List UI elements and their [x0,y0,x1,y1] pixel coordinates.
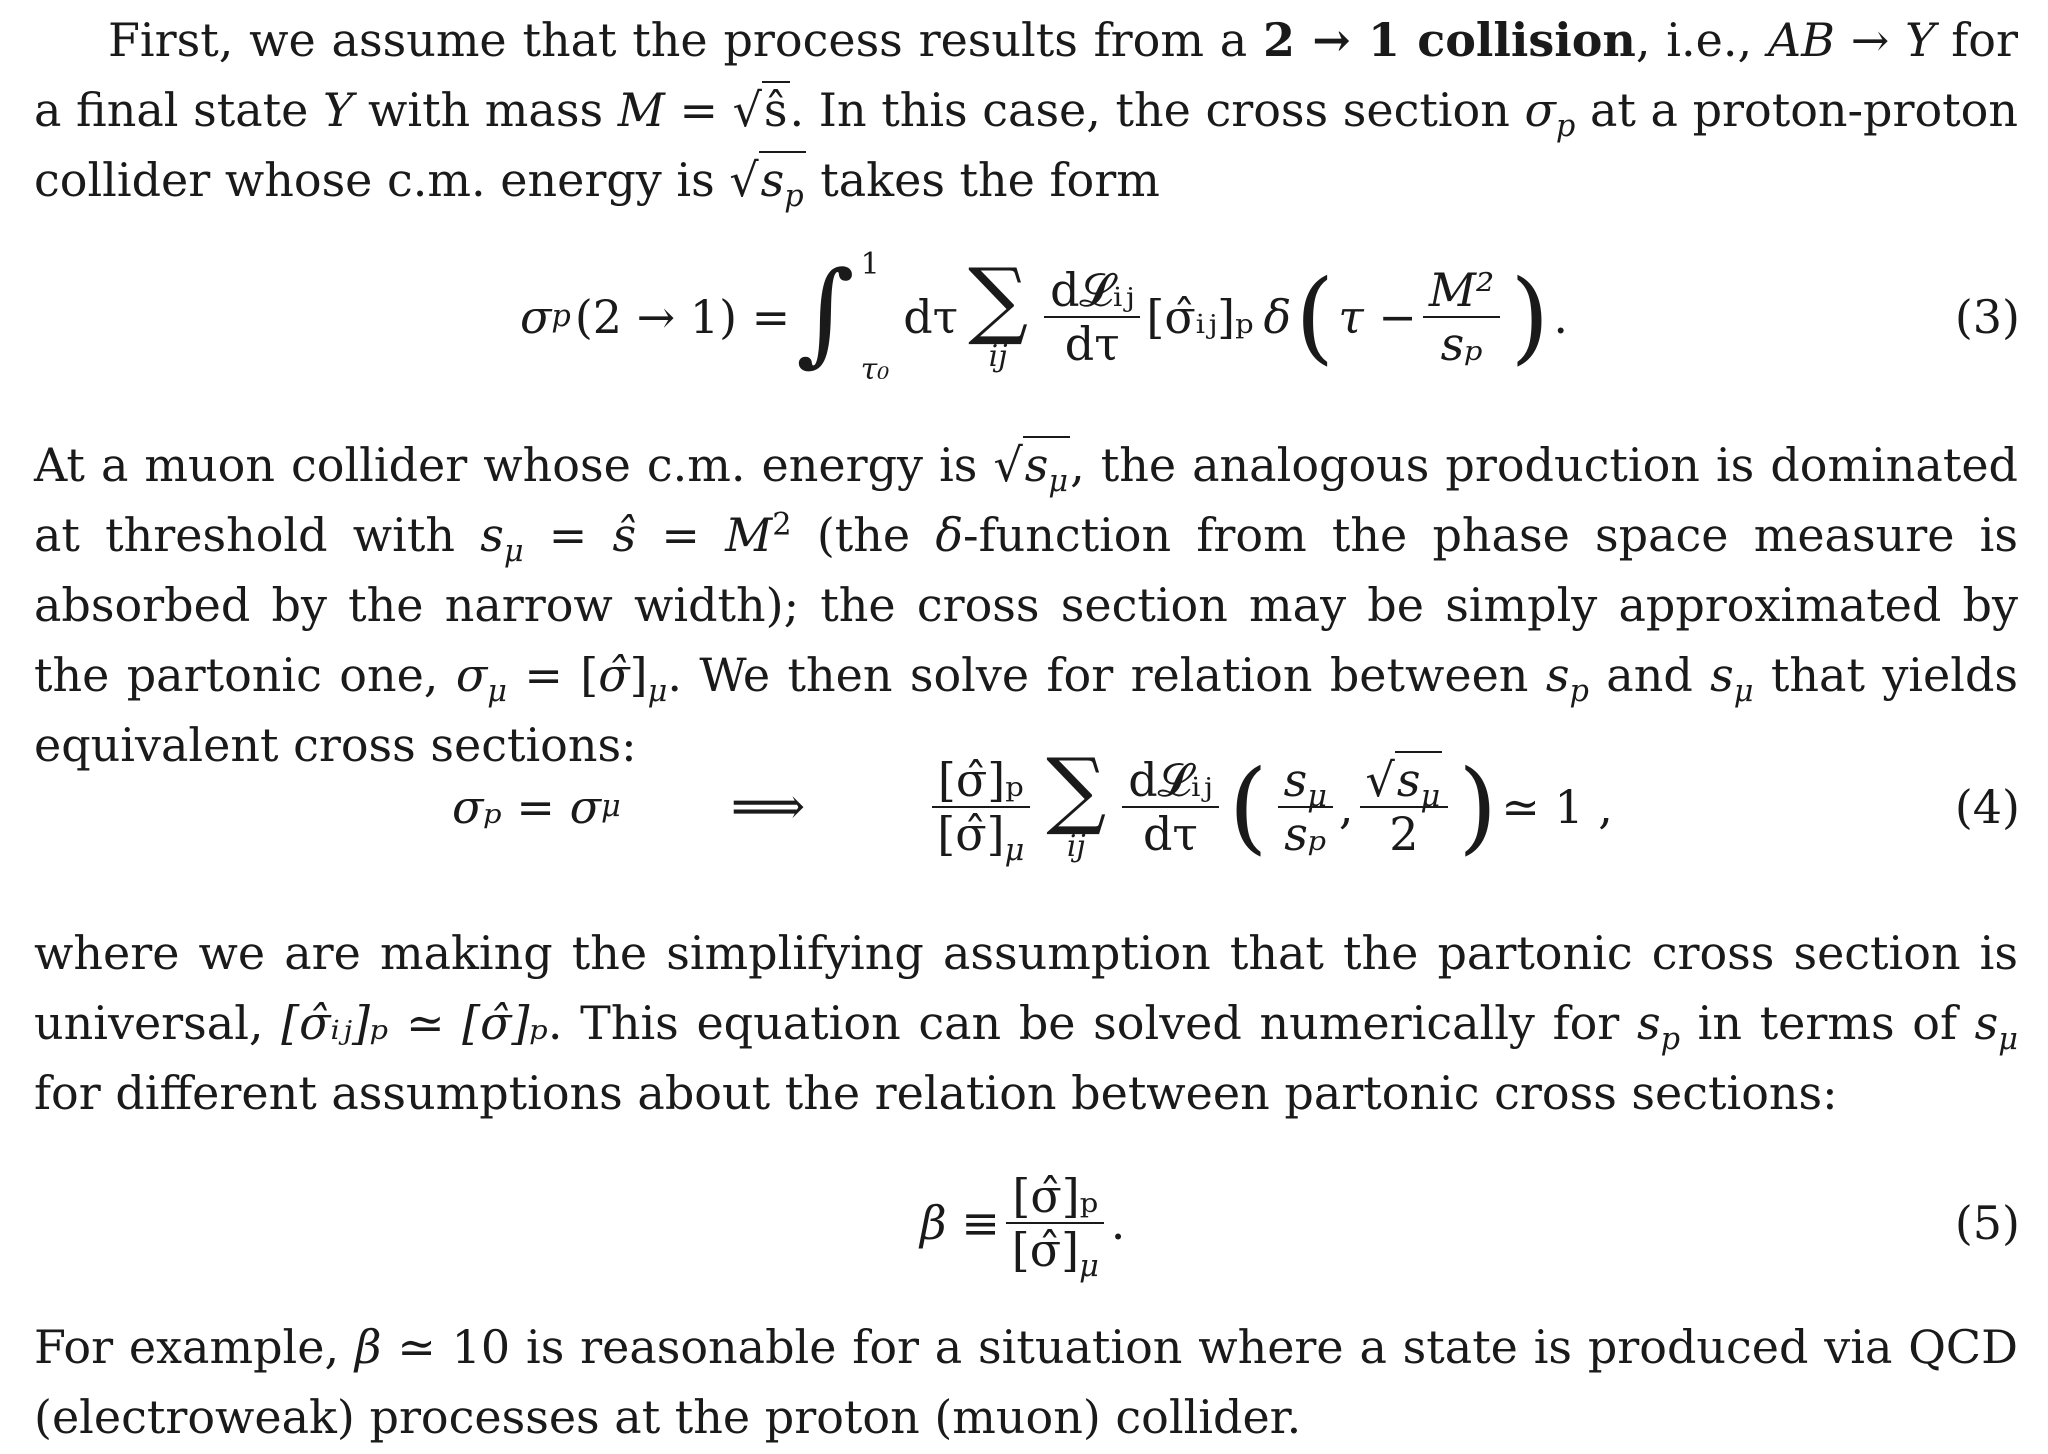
math-var: δ [935,508,964,562]
math-sub: μ [503,534,524,570]
right-paren: ) [1510,258,1550,375]
denominator: dτ [1064,317,1120,371]
math-text: . [1110,1196,1126,1250]
numerator: M² [1423,266,1501,318]
text-span: (the [791,508,936,562]
text-span: At a muon collider whose c.m. energy is [34,438,994,492]
sqrt-s-hat: √ŝ [732,83,788,137]
equation-4 [0,732,2048,882]
math-var: ŝ [612,508,637,562]
right-paren: ) [1458,748,1498,865]
math-sub: p [1555,109,1576,145]
math-text: σₚ = σ [452,780,601,834]
text-span: that yields equivalent cross sections: [34,648,2019,772]
fraction [1278,752,1333,861]
lower-limit: τ₀ [860,352,890,387]
sqrt-s-mu: $√s_\mu$ [993,438,1069,500]
fraction [1423,262,1501,371]
sqrt-s-mu: $√s_\mu$ [1365,752,1441,814]
radicand: ŝ [763,83,788,137]
numerator: d𝓛ᵢⱼ [1122,756,1218,808]
math-sub: μ [1420,778,1441,814]
sum-sign: ∑ [1046,739,1107,838]
math-text: [σ̂ᵢⱼ]ₚ [1146,290,1254,344]
math-var: Y [322,83,354,137]
text-span: , i.e., [1635,13,1768,67]
text-span: → [1834,13,1906,67]
left-paren: ( [1295,258,1335,375]
math-var: M [617,83,665,137]
math-var: β [354,1320,382,1374]
text-span: and [1588,648,1711,702]
math-var: s [1974,996,1999,1050]
math-sub: p [1660,1022,1681,1058]
text-span: For example, [34,1320,355,1374]
text-span: -function from the phase space measure is absorbed by the narrow width); the cross section may be simply approximated by the partonic one, [34,508,2018,702]
summation [968,249,1029,375]
text-span: in terms of [1680,996,1975,1050]
text-span: . We then solve for relation between [667,648,1546,702]
sum-sign: ∑ [968,249,1029,348]
equation-3-body [520,242,1568,392]
math-var: s [1636,996,1661,1050]
text-span: . This equation can be solved numerically for [547,996,1637,1050]
fraction [1122,752,1218,861]
math-var: σ [520,290,552,344]
numerator: d𝓛ᵢⱼ [1044,266,1140,318]
text-span: for a final state [34,13,2018,137]
paragraph-3 [34,918,2018,1128]
fraction [931,752,1030,869]
denominator: 2 [1389,807,1419,861]
math-text: dτ [903,290,959,344]
text-span: First, we assume that the process results from a [108,13,1264,67]
text-span: . In this case, the cross section [789,83,1525,137]
math-var: M [725,508,773,562]
equation-number: (3) [1954,290,2020,344]
math-sub: μ [1733,674,1754,710]
radicand: s [1024,438,1049,492]
numerator: s [1283,752,1308,807]
math-sup: 2 [772,507,792,543]
fraction [1006,1168,1105,1285]
math-sub: μ [1998,1022,2019,1058]
math-sub: p [1569,674,1589,710]
math-text: [σ̂] [1011,1223,1080,1277]
text-span: for different assumptions about the relation between partonic cross sections: [34,1066,1838,1120]
equation-3 [0,242,2048,392]
text-span: = [ [506,648,599,702]
math-text: . [1553,290,1569,344]
denominator: sₚ [1284,807,1327,861]
text-span: = [636,508,726,562]
math-var: s [1545,648,1570,702]
math-text: (2 → 1) = [574,290,791,344]
fraction [1360,752,1449,861]
text-span: where we are making the simplifying assumption that the partonic cross section is universal, [34,926,2018,1050]
math-text: τ − [1338,290,1417,344]
math-sub: μ [1307,778,1327,814]
equation-4-body [452,732,1613,882]
math-sub: μ [647,674,668,710]
text-span: takes the form [805,153,1160,207]
math-var: σ [1524,83,1556,137]
numerator: [σ̂]ₚ [1006,1172,1104,1224]
numerator: [σ̂]ₚ [932,756,1030,808]
paragraph-4 [34,1312,2018,1452]
integral-limits [861,247,890,387]
math-sub: μ [1048,464,1069,500]
equation-number: (4) [1954,780,2020,834]
text-span: = [664,83,733,137]
denominator [931,807,1030,869]
math-var: δ [1263,290,1292,344]
equation-number: (5) [1954,1196,2020,1250]
summation [1046,739,1107,865]
sum-index: ij [988,339,1008,375]
math-sub: μ [487,674,507,710]
denominator: dτ [1142,807,1198,861]
math-text: , [1338,780,1354,834]
math-sub: μ [1079,1249,1099,1285]
math-sub: p [784,179,804,215]
math-text: β ≡ [920,1196,1000,1250]
integral-sign: ∫ [796,248,855,378]
text-span: ≃ 10 is reasonable for a situation where a state is produced via QCD (electroweak) processes at the proton (muon) collider. [34,1320,2018,1444]
math-sub: p [551,299,571,334]
sqrt-s-p: $√s_p$ [729,153,804,215]
math-var: σ [455,648,488,702]
math-var: σ̂ [598,648,630,702]
denominator [1006,1223,1105,1285]
math-text: ≃ 1 , [1501,780,1613,834]
text-span: ] [629,648,648,702]
paragraph-1 [34,5,2018,215]
radicand: s [1396,752,1421,807]
denominator: sₚ [1440,317,1483,371]
paragraph-2 [34,430,2018,780]
math-sub: μ [1004,833,1025,869]
math-sub: μ [600,789,621,824]
fraction [1044,262,1140,371]
bold-term: 2 → 1 collision [1263,13,1636,67]
sum-index: ij [1066,829,1086,865]
text-span: , the analogous production is dominated at threshold with [34,438,2018,562]
text-span: at a proton-proton collider whose c.m. energy is [34,83,2018,207]
equation-5-body [920,1148,1125,1298]
text-span: with mass [353,83,618,137]
text-span: = [523,508,613,562]
implies-arrow: ⟹ [730,777,806,837]
math-var: s [1710,648,1734,702]
radicand: s [760,153,785,207]
math-text: [σ̂] [937,807,1005,861]
equation-5 [0,1148,2048,1298]
math-var: Y [1905,13,1936,67]
math-text: [σ̂ᵢⱼ]ₚ ≃ [σ̂]ₚ [281,996,548,1050]
math-var: s [480,508,504,562]
left-paren: ( [1228,748,1268,865]
math-var: AB [1767,13,1835,67]
upper-limit: 1 [860,247,880,282]
